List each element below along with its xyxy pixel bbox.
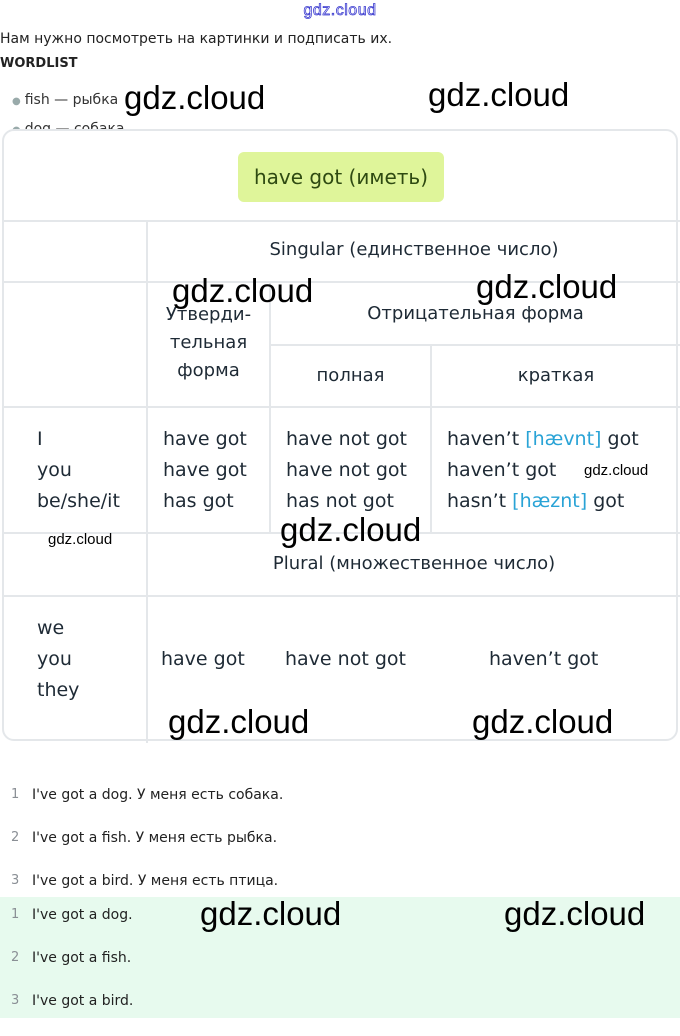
bullet-icon: ● <box>12 96 21 107</box>
watermark: gdz.cloud <box>476 268 618 305</box>
transcription: [hæznt] <box>512 490 588 512</box>
example-number: 3 <box>11 873 20 888</box>
negative-header: Отрицательная форма <box>367 303 584 324</box>
intro-text: Нам нужно посмотреть на картинки и подписать их. <box>0 31 393 47</box>
watermark: gdz.cloud <box>172 272 314 309</box>
answer-text: I've got a dog. <box>32 907 133 923</box>
full-header: полная <box>316 365 385 386</box>
watermark: gdz.cloud <box>48 531 113 548</box>
answer-number: 2 <box>11 950 20 965</box>
affirmative-cell: have got <box>163 459 247 481</box>
negative-short-cell: haven’t got <box>489 648 599 670</box>
affirmative-header: Утверди- тельная форма <box>165 304 252 381</box>
negative-full-cell: has not got <box>286 490 394 512</box>
answer-text: I've got a bird. <box>32 993 134 1009</box>
negative-short-cell: haven’t [hævnt] got <box>447 428 639 450</box>
wordlist-item-text: fish — рыбка <box>24 92 119 108</box>
example-text: I've got a dog. У меня есть собака. <box>32 787 284 803</box>
wordlist-item <box>12 121 124 129</box>
negative-short-cell: hasn’t [hæznt] got <box>447 490 625 512</box>
watermark: gdz.cloud <box>280 511 422 548</box>
watermark: gdz.cloud <box>168 703 310 740</box>
affirmative-cell: has got <box>163 490 234 512</box>
answer-number: 3 <box>11 993 20 1008</box>
example-text: I've got a bird. У меня есть птица. <box>32 873 279 889</box>
affirmative-cell: have got <box>163 428 247 450</box>
example-number: 2 <box>11 830 20 845</box>
watermark: gdz.cloud <box>124 79 266 116</box>
watermark: gdz.cloud <box>200 895 342 932</box>
affirmative-cell: have got <box>161 648 245 670</box>
negative-short-cell: haven’t got <box>447 459 557 481</box>
answer-number: 1 <box>11 907 20 922</box>
pronoun-cell: you <box>37 648 72 670</box>
site-logo[interactable]: gdz.cloud <box>303 2 377 19</box>
wordlist-title: WORDLIST <box>0 56 78 71</box>
example-item <box>0 787 680 830</box>
pronoun-cell: we <box>37 617 65 639</box>
singular-header: Singular (единственное число) <box>269 239 559 260</box>
example-item <box>0 830 680 873</box>
plural-header: Plural (множественное число) <box>272 553 556 574</box>
answer-text: I've got a fish. <box>32 950 132 966</box>
have-got-table <box>2 129 678 741</box>
answer-item <box>0 993 680 1036</box>
watermark: gdz.cloud <box>472 703 614 740</box>
wordlist-item <box>12 92 118 108</box>
pronoun-cell: you <box>37 459 72 481</box>
answer-item <box>0 950 680 993</box>
negative-full-cell: have not got <box>285 648 406 670</box>
watermark: gdz.cloud <box>584 462 649 479</box>
short-header: краткая <box>517 365 595 386</box>
negative-full-cell: have not got <box>286 459 407 481</box>
transcription: [hævnt] <box>525 428 602 450</box>
watermark: gdz.cloud <box>504 895 646 932</box>
example-text: I've got a fish. У меня есть рыбка. <box>32 830 278 846</box>
pronoun-cell: be/she/it <box>37 490 120 512</box>
have-got-badge: have got (иметь) <box>238 152 444 202</box>
example-number: 1 <box>11 787 20 802</box>
pronoun-cell: I <box>37 428 43 450</box>
negative-full-cell: have not got <box>286 428 407 450</box>
pronoun-cell: they <box>37 679 80 701</box>
watermark: gdz.cloud <box>428 76 570 113</box>
